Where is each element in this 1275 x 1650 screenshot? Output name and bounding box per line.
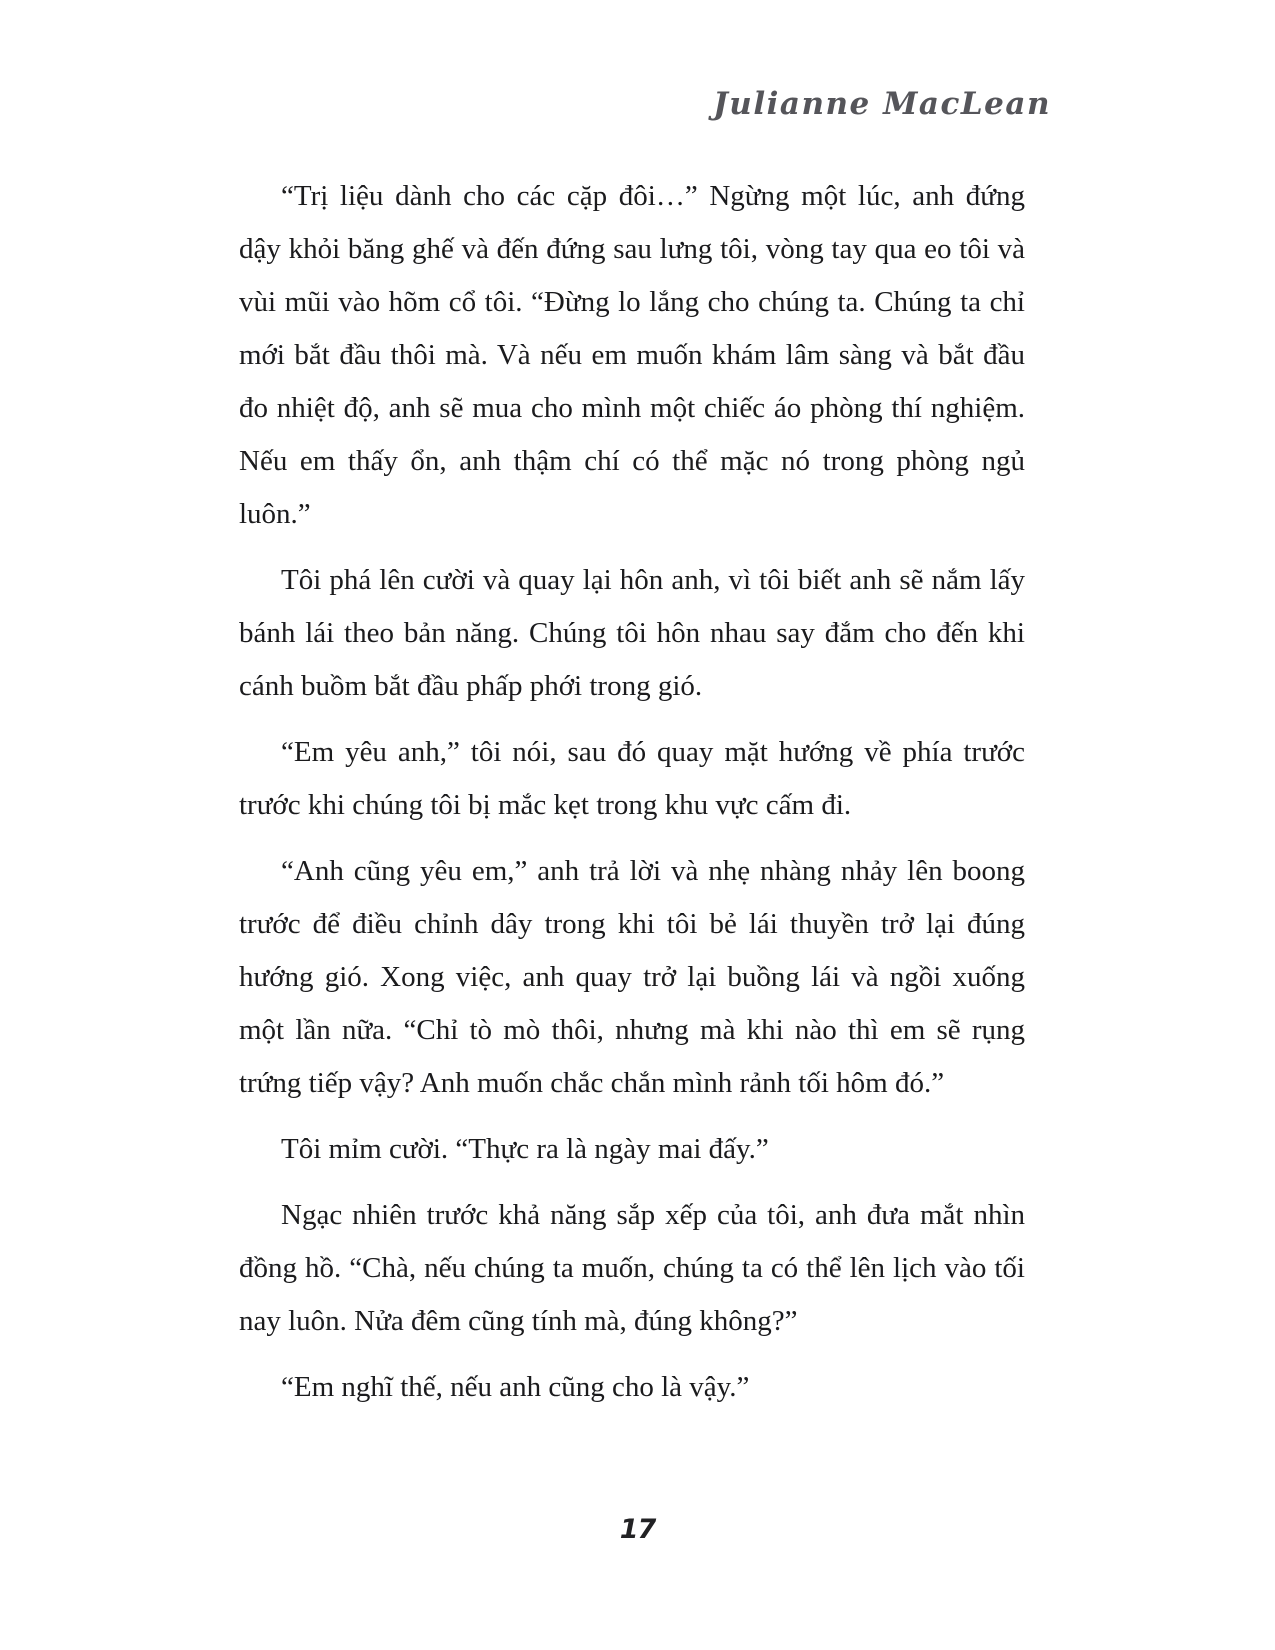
paragraph: Ngạc nhiên trước khả năng sắp xếp của tôi, anh đưa mắt nhìn đồng hồ. “Chà, nếu chúng ta muốn, chúng ta có thể lên lịch vào tối nay luôn. Nửa đêm cũng tính mà, đúng không?” xyxy=(239,1199,1025,1337)
page-number: 17 xyxy=(619,1514,656,1545)
paragraph: Tôi phá lên cười và quay lại hôn anh, vì tôi biết anh sẽ nắm lấy bánh lái theo bản năng. Chúng tôi hôn nhau say đắm cho đến khi cánh buồm bắt đầu phấp phới trong gió. xyxy=(239,564,1025,702)
paragraph: “Anh cũng yêu em,” anh trả lời và nhẹ nhàng nhảy lên boong trước để điều chỉnh dây trong khi tôi bẻ lái thuyền trở lại đúng hướng gió. Xong việc, anh quay trở lại buồng lái và ngồi xuống một lần nữa. “Chỉ tò mò thôi, nhưng mà khi nào thì em sẽ rụng trứng tiếp vậy? Anh muốn chắc chắn mình rảnh tối hôm đó.” xyxy=(239,855,1025,1099)
paragraph: “Em nghĩ thế, nếu anh cũng cho là vậy.” xyxy=(281,1371,750,1403)
paragraph: “Trị liệu dành cho các cặp đôi…” Ngừng một lúc, anh đứng dậy khỏi băng ghế và đến đứng sau lưng tôi, vòng tay qua eo tôi và vùi mũi vào hõm cổ tôi. “Đừng lo lắng cho chúng ta. Chúng ta chỉ mới bắt đầu thôi mà. Và nếu em muốn khám lâm sàng và bắt đầu đo nhiệt độ, anh sẽ mua cho mình một chiếc áo phòng thí nghiệm. Nếu em thấy ổn, anh thậm chí có thể mặc nó trong phòng ngủ luôn.” xyxy=(239,180,1025,530)
running-header-author: Julianne MacLean xyxy=(713,86,1051,122)
paragraph: “Em yêu anh,” tôi nói, sau đó quay mặt hướng về phía trước trước khi chúng tôi bị mắc kẹt trong khu vực cấm đi. xyxy=(239,736,1025,821)
body-text-block xyxy=(239,170,1025,1427)
paragraph: Tôi mỉm cười. “Thực ra là ngày mai đấy.” xyxy=(281,1133,769,1165)
